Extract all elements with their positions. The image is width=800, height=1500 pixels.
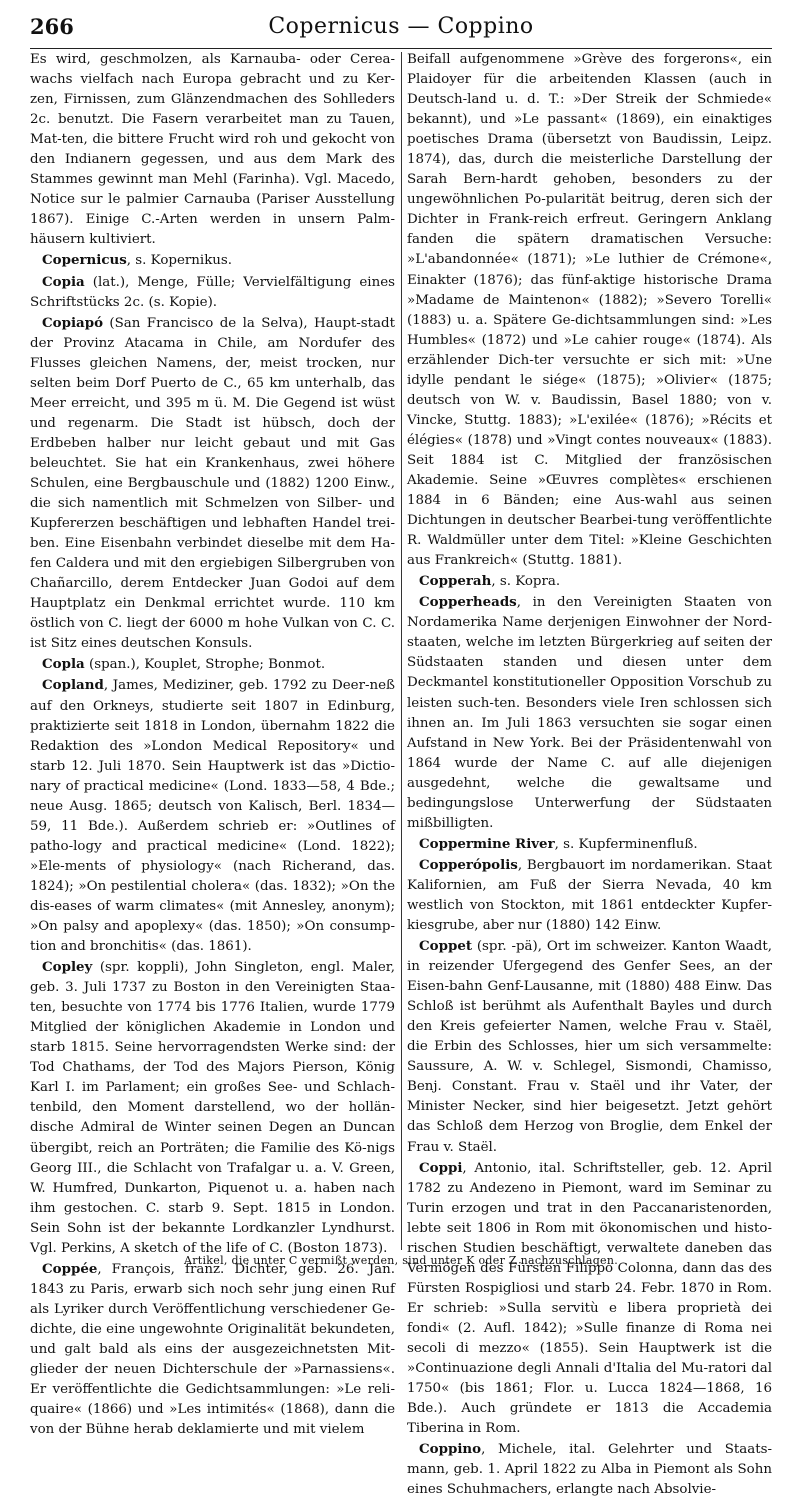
dictionary-entry xyxy=(407,592,772,834)
entry-text: , François, franz. Dichter, geb. 26. Jan. 1843 zu Paris, erwarb sich noch sehr jung einen Ruf als Lyriker durch Veröffentlichung verschiedener Ge-dichte, die eine ungewohnte Originalität bekundeten, und galt bald als eins der ausgezeichnetsten Mit-glieder der neuen Dichterschule der »Parnassiens«. Er veröffentlichte die Gedichtsammlungen: »Le reli-quaire« (1866) und »Les intimités« (1868), dann die von der Bühne herab deklamierte und mit vielem xyxy=(30,1261,395,1438)
entry-headword: Coppet xyxy=(419,938,473,955)
entry-text: , Bergbauort im nordamerikan. Staat Kalifornien, am Fuß der Sierra Nevada, 40 km westlich von Stockton, mit 1861 entdeckter Kupfer-kiesgrube, aber nur (1880) 142 Einw. xyxy=(407,857,772,934)
entry-text: Es wird, geschmolzen, als Karnauba- oder Cerea-wachs vielfach nach Europa gebracht und zu Ker-zen, Firnissen, zum Glänzendmachen des Sohlleders 2c. benutzt. Die Fasern verarbeitet man zu Tauen, Mat-ten, die bittere Frucht wird roh und gekocht von den Indianern gegessen, und aus dem Mark des Stammes gewinnt man Mehl (Farinha). Vgl. Macedo, Notice sur le palmier Carnauba (Pariser Ausstellung 1867). Einige C.-Arten werden in unsern Palm-häusern kultiviert. xyxy=(30,52,395,248)
entry-headword: Copperópolis xyxy=(419,856,518,873)
dictionary-entry xyxy=(407,50,772,571)
entry-headword: Copperheads xyxy=(419,594,517,611)
dictionary-entry xyxy=(407,1158,772,1440)
page-title: Copernicus — Coppino xyxy=(268,14,534,39)
entry-headword: Coppino xyxy=(419,1441,482,1458)
footer-note: Artikel, die unter C vermißt werden, sind unter K oder Z nachzuschlagen. xyxy=(183,1254,619,1267)
entry-headword: Copia xyxy=(42,273,85,290)
dictionary-entry xyxy=(407,834,772,855)
dictionary-entry xyxy=(30,1259,395,1440)
dictionary-entry xyxy=(30,272,395,313)
entry-text: (spr. -pä), Ort im schweizer. Kanton Waadt, in reizender Ufergegend des Genfer Sees, an der Eisen-bahn Genf-Lausanne, mit (1880) 488 Einw. Das Schloß ist berühmt als Aufenthalt Bayles und durch den Kreis gefeierter Namen, welche Frau v. Staël, die Erbin des Schlosses, hier um sich versammelte: Saussure, A. W. v. Schlegel, Sismondi, Chamisso, Benj. Constant. Frau v. Staël und ihr Vater, der Minister Necker, sind hier beigesetzt. Jetzt gehört das Schloß dem Herzog von Broglie, dem Enkel der Frau v. Staël. xyxy=(407,939,772,1155)
dictionary-entry xyxy=(30,250,395,271)
entry-text: , James, Mediziner, geb. 1792 zu Deer-neß auf den Orkneys, studierte seit 1807 in Edinburg, praktizierte seit 1818 in London, übernahm 1822 die Redaktion des »London Medical Repository« und starb 12. Juli 1870. Sein Hauptwerk ist das »Dictio-nary of practical medicine« (Lond. 1833—58, 4 Bde.; neue Ausg. 1865; deutsch von Kalisch, Berl. 1834—59, 11 Bde.). Außerdem schrieb er: »Outlines of patho-logy and practical medicine« (Lond. 1822); »Ele-ments of physiology« (nach Richerand, das. 1824); »On pestilential cholera« (das. 1832); »On the dis-eases of warm climates« (mit Annesley, anonym); »On palsy and apoplexy« (das. 1850); »On consump-tion and bronchitis« (das. 1861). xyxy=(30,678,395,955)
entry-text: , Antonio, ital. Schriftsteller, geb. 12. April 1782 zu Andezeno in Piemont, ward im Seminar zu Turin erzogen und trat in den Paccanaristenorden, lebte seit 1806 in Rom mit ökonomischen und histo-rischen Studien beschäftigt, verwaltete daneben das Vermögen des Fürsten Filippo Colonna, dann das des Fürsten Rospigliosi und starb 24. Febr. 1870 in Rom. Er schrieb: »Sulla servitù e libera proprietà dei fondi« (2. Aufl. 1842); »Sulle finanze di Roma nei secoli di mezzo« (1855). Sein Hauptwerk ist die »Continuazione degli Annali d'Italia del Mu-ratori dal 1750« (bis 1861; Flor. u. Lucca 1824—1868, 16 Bde.). Auch gründete er 1813 die Accademia Tiberina in Rom. xyxy=(407,1160,772,1437)
entry-text: , in den Vereinigten Staaten von Nordamerika Name derjenigen Einwohner der Nord-staaten, welche im letzten Bürgerkrieg auf seiten der Südstaaten standen und diesen unter dem Deckmantel konstitutioneller Opposition Vorschub zu leisten such-ten. Besonders viele Iren schlossen sich ihnen an. Im Juli 1863 versuchten sie sogar einen Aufstand in New York. Bei der Präsidentenwahl von 1864 wurde der Name C. auf alle diejenigen ausgedehnt, welche die gewaltsame und bedingungslose Unterwerfung der Südstaaten mißbilligten. xyxy=(407,595,772,831)
dictionary-entry xyxy=(30,654,395,675)
entry-headword: Copley xyxy=(42,959,93,976)
dictionary-entry xyxy=(30,957,395,1259)
entry-text: , s. Kopernikus. xyxy=(126,253,233,269)
entry-text: (San Francisco de la Selva), Haupt-stadt der Provinz Atacama in Chile, am Nordufer des Flusses gleichen Namens, der, meist trocken, nur selten beim Dorf Puerto de C., 65 km unterhalb, das Meer erreicht, und 395 m ü. M. Die Gegend ist wüst und regenarm. Die Stadt ist hübsch, doch der Erdbeben halber nur leicht gebaut und mit Gas beleuchtet. Sie hat ein Krankenhaus, zwei höhere Schulen, eine Bergbauschule und (1882) 1200 Einw., die sich namentlich mit Schmelzen von Silber- und Kupfererzen beschäftigen und lebhaften Handel trei-ben. Eine Eisenbahn verbindet dieselbe mit dem Ha-fen Caldera und mit den ergiebigen Silbergruben von Chañarcillo, derem Entdecker Juan Godoi auf dem Hauptplatz ein Denkmal errichtet wurde. 110 km östlich von C. liegt der 6000 m hohe Vulkan von C. C. ist Sitz eines deutschen Konsuls. xyxy=(30,315,395,652)
page-number: 266 xyxy=(30,14,74,39)
left-column xyxy=(30,50,395,1500)
running-head xyxy=(30,14,772,49)
dictionary-entry xyxy=(30,50,395,250)
dictionary-entry xyxy=(30,313,395,655)
dictionary-entry xyxy=(407,1439,772,1500)
entry-text: , s. Kupferminenfluß. xyxy=(554,836,698,852)
dictionary-entry xyxy=(407,571,772,592)
entry-headword: Copiapó xyxy=(42,314,104,331)
dictionary-entry xyxy=(407,855,772,936)
entry-text: (spr. koppli), John Singleton, engl. Maler, geb. 3. Juli 1737 zu Boston in den Vereinigten Staa-ten, besuchte von 1774 bis 1776 Italien, wurde 1779 Mitglied der königlichen Akademie in London und starb 1815. Seine hervorragendsten Werke sind: der Tod Chathams, der Tod des Majors Pierson, König Karl I. im Parlament; ein großes See- und Schlach-tenbild, den Moment darstellend, wo der hollän-dische Admiral de Winter seinen Degen an Duncan übergibt, reich an Porträten; die Familie des Kö-nigs Georg III., die Schlacht von Trafalgar u. a. V. Green, W. Humfred, Dunkarton, Piquenot u. a. haben nach ihm gestochen. C. starb 9. Sept. 1815 in London. Sein Sohn ist der bekannte Lordkanzler Lyndhurst. Vgl. Perkins, A sketch of the life of C. (Boston 1873). xyxy=(30,960,395,1256)
entry-text: Beifall aufgenommene »Grève des forgerons«, ein Plaidoyer für die arbeitenden Klassen (auch in Deutsch-land u. d. T.: »Der Streik der Schmiede« bekannt), und »Le passant« (1869), ein einaktiges poetisches Drama (übersetzt von Baudissin, Leipz. 1874), das, durch die meisterliche Darstellung der Sarah Bern-hardt gehoben, besonders zu der ungewöhnlichen Po-pularität beitrug, deren sich der Dichter in Frank-reich erfreut. Geringern Anklang fanden die spätern dramatischen Versuche: »L'abandonnée« (1871); »Le luthier de Crémone«, Einakter (1876); das fünf-aktige historische Drama »Madame de Maintenon« (1882); »Severo Torelli« (1883) u. a. Spätere Ge-dichtsammlungen sind: »Les Humbles« (1872) und »Le cahier rouge« (1874). Als erzählender Dich-ter versuchte er sich mit: »Une idylle pendant le siége« (1875); »Olivier« (1875; deutsch von W. v. Baudissin, Basel 1880; von v. Vincke, Stuttg. 1883); »L'exilée« (1876); »Récits et élégies« (1878) und »Vingt contes nouveaux« (1883). Seit 1884 ist C. Mitglied der französischen Akademie. Seine »Œuvres complètes« erschienen 1884 in 6 Bänden; eine Aus-wahl aus seinen Dichtungen in deutscher Bearbei-tung veröffentlichte R. Waldmüller unter dem Titel: »Kleine Geschichten aus Frankreich« (Stuttg. 1881). xyxy=(407,52,772,569)
entry-headword: Coppermine River xyxy=(419,835,555,852)
entry-text: , Michele, ital. Gelehrter und Staats-mann, geb. 1. April 1822 zu Alba in Piemont als Sohn eines Schuhmachers, erlangte nach Absolvie- xyxy=(407,1442,772,1498)
entry-text: (lat.), Menge, Fülle; Vervielfältigung eines Schriftstücks 2c. (s. Kopie). xyxy=(30,274,395,310)
right-column xyxy=(407,50,772,1500)
dictionary-entry xyxy=(407,936,772,1158)
entry-headword: Copland xyxy=(42,677,104,694)
entry-headword: Coppée xyxy=(42,1260,98,1277)
entry-text: , s. Kopra. xyxy=(491,574,561,590)
entry-headword: Copernicus xyxy=(42,252,127,269)
dictionary-entry xyxy=(30,675,395,957)
entry-text: (span.), Kouplet, Strophe; Bonmot. xyxy=(84,657,326,673)
entry-headword: Copla xyxy=(42,656,85,673)
entry-headword: Coppi xyxy=(419,1159,463,1176)
entry-headword: Copperah xyxy=(419,573,492,590)
